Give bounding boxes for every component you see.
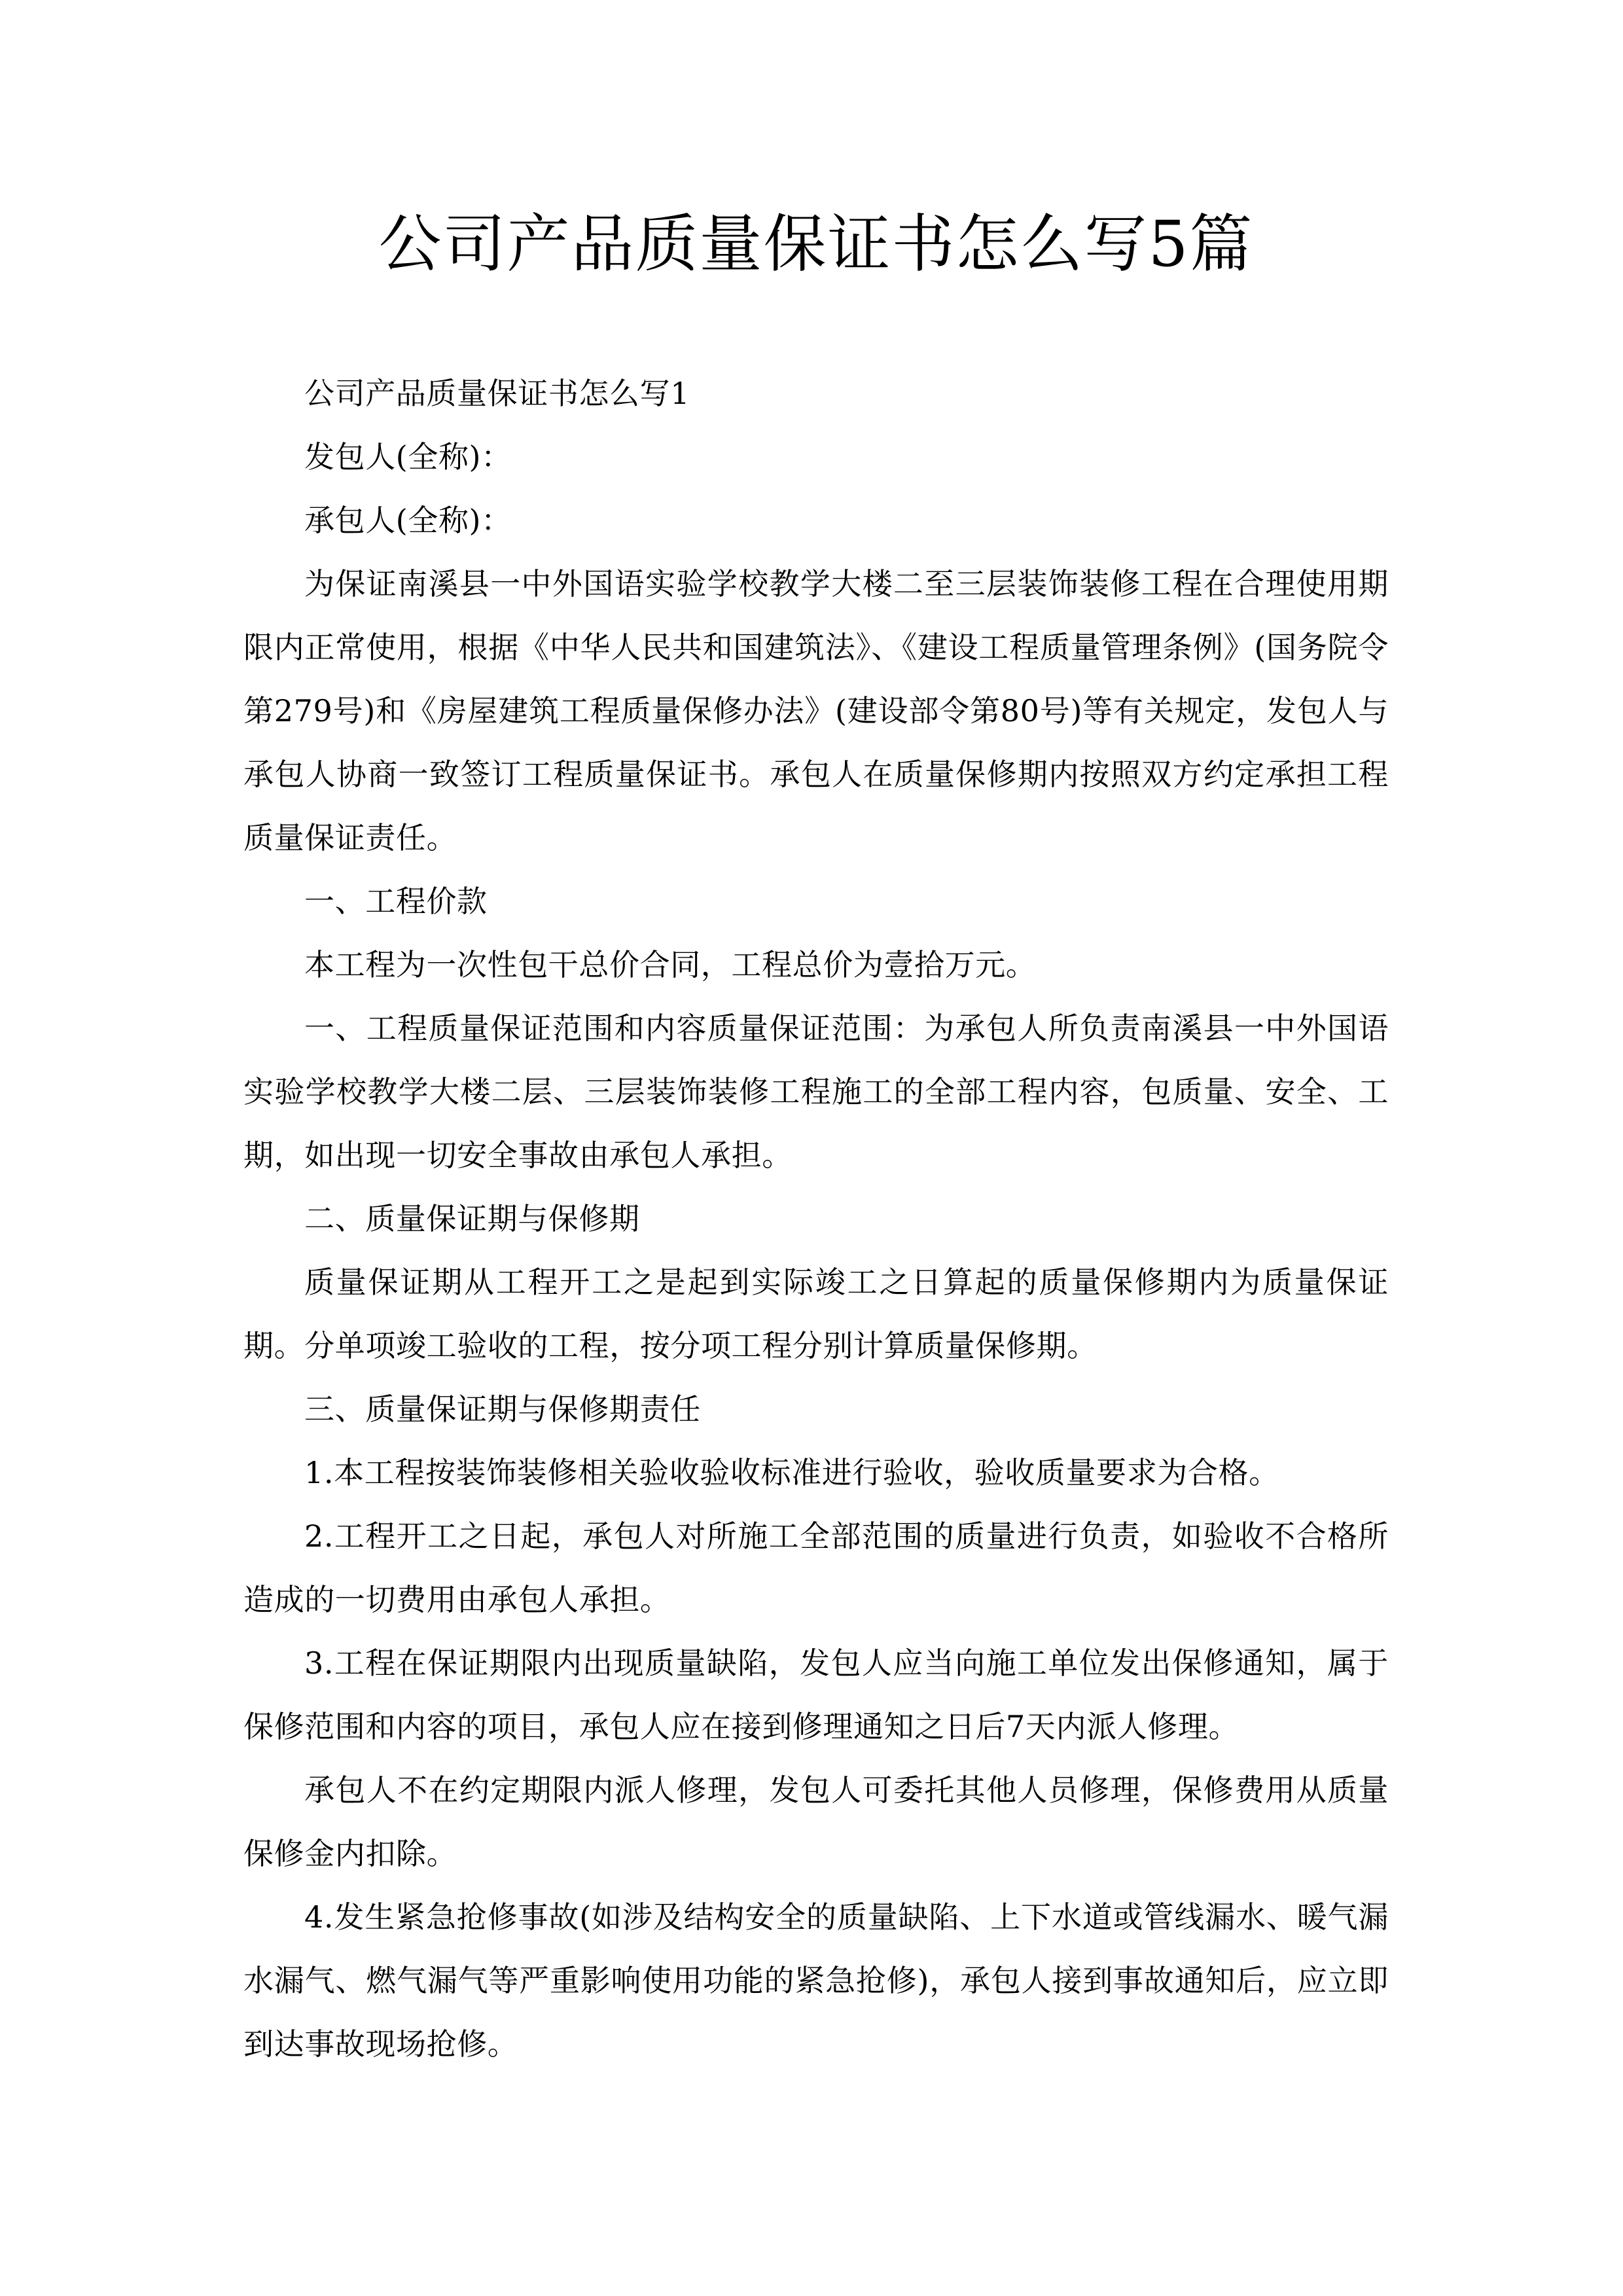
heading-project-price: 一、工程价款: [304, 884, 488, 919]
clause-4: 4.发生紧急抢修事故(如涉及结构安全的质量缺陷、上下水道或管线漏水、暖气漏水漏气、燃气漏气等严重影响使用功能的紧急抢修)，承包人接到事故通知后，应立即到达事故现场抢修。: [243, 1899, 1389, 2062]
heading-warranty-period: 二、质量保证期与保修期: [304, 1201, 640, 1236]
employer-field: 发包人(全称)：: [304, 439, 512, 475]
document-title: 公司产品质量保证书怎么写5篇: [378, 207, 1254, 281]
section-heading-1: 公司产品质量保证书怎么写1: [304, 376, 690, 411]
intro-paragraph: 为保证南溪县一中外国语实验学校教学大楼二至三层装饰装修工程在合理使用期限内正常使用，根据《中华人民共和国建筑法》、《建设工程质量管理条例》(国务院令第279号)和《房屋建筑工程质量保修办法》(建设部令第80号)等有关规定，发包人与承包人协商一致签订工程质量保证书。承包人在质量保修期内按照双方约定承担工程质量保证责任。: [243, 566, 1389, 855]
paragraph-scope: 一、工程质量保证范围和内容质量保证范围：为承包人所负责南溪县一中外国语实验学校教学大楼二层、三层装饰装修工程施工的全部工程内容，包质量、安全、工期，如出现一切安全事故由承包人承担。: [243, 1011, 1389, 1173]
paragraph-warranty-period: 质量保证期从工程开工之是起到实际竣工之日算起的质量保修期内为质量保证期。分单项竣工验收的工程，按分项工程分别计算质量保修期。: [243, 1265, 1389, 1363]
clause-2: 2.工程开工之日起，承包人对所施工全部范围的质量进行负责，如验收不合格所造成的一切费用由承包人承担。: [243, 1518, 1389, 1617]
document-body: [243, 362, 1389, 2076]
clause-1: 1.本工程按装饰装修相关验收验收标准进行验收，验收质量要求为合格。: [304, 1455, 1279, 1490]
clause-3-continued: 承包人不在约定期限内派人修理，发包人可委托其他人员修理，保修费用从质量保修金内扣除。: [243, 1772, 1389, 1871]
paragraph-project-price: 本工程为一次性包干总价合同，工程总价为壹拾万元。: [304, 947, 1037, 982]
heading-warranty-responsibility: 三、质量保证期与保修期责任: [304, 1391, 701, 1427]
clause-3: 3.工程在保证期限内出现质量缺陷，发包人应当向施工单位发出保修通知，属于保修范围和内容的项目，承包人应在接到修理通知之日后7天内派人修理。: [243, 1645, 1389, 1744]
contractor-field: 承包人(全称)：: [304, 503, 512, 538]
